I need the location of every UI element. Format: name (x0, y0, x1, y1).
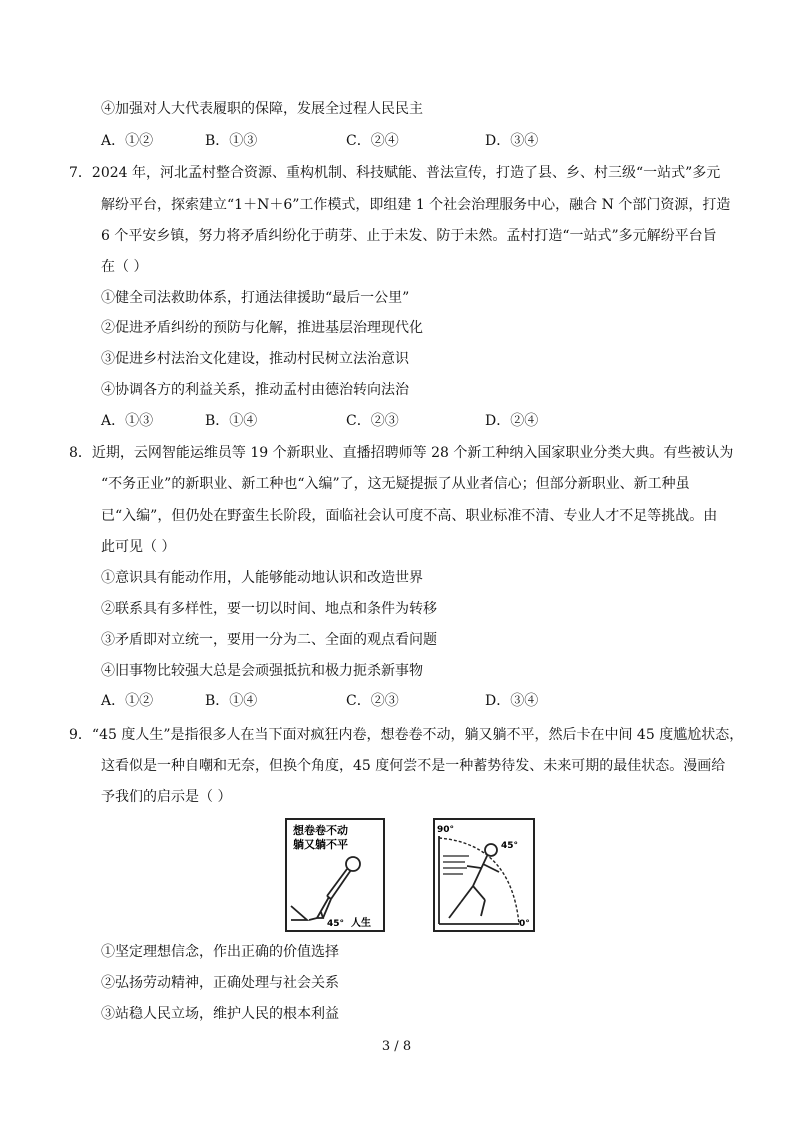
question-9-item-1: ①坚定理想信念，作出正确的价值选择 (101, 944, 339, 960)
question-7-stem: 解纷平台，探索建立“1＋N＋6”工作模式，即组建 1 个社会治理服务中心，融合 N 个部门资源，打造 (101, 197, 731, 213)
option-a: A．①③ (101, 413, 154, 429)
angle-mark-icon (291, 906, 307, 920)
option-a: A．①② (101, 693, 154, 709)
question-8-stem: 已“入编”，但仍处在野蛮生长阶段，面临社会认可度不高、职业标准不清、专业人才不足等挑战。由 (101, 508, 718, 524)
option-d: D．③④ (485, 693, 539, 709)
question-7-item-1: ①健全司法救助体系，打通法律援助“最后一公里” (101, 290, 410, 306)
option-b: B．①④ (205, 413, 258, 429)
page-number: 3 / 8 (381, 1039, 412, 1054)
option-c: C．②④ (346, 133, 399, 149)
comic-panel-right (433, 818, 535, 932)
question-8-options (101, 691, 661, 711)
comic-45-degree-label: 45° (501, 841, 519, 851)
question-7-options (101, 411, 661, 431)
comic-panel-left (285, 818, 385, 932)
running-person-icon (449, 844, 499, 918)
question-9-stem: 予我们的启示是（ ） (101, 789, 232, 805)
question-9-item-2: ②弘扬劳动精神，正确处理与社会关系 (101, 975, 339, 991)
question-8-stem: 此可见（ ） (101, 539, 176, 555)
question-9-item-3: ③站稳人民立场，维护人民的根本利益 (101, 1006, 339, 1022)
question-7-item-2: ②促进矛盾纠纷的预防与化解，推进基层治理现代化 (101, 320, 423, 336)
question-8-item-2: ②联系具有多样性，要一切以时间、地点和条件为转移 (101, 601, 437, 617)
question-9-stem: 这看似是一种自嘲和无奈，但换个角度，45 度何尝不是一种蓄势待发、未来可期的最佳状态。漫画给 (101, 758, 726, 774)
comic-angle-label: 45° (327, 919, 345, 929)
comic-90-degree-label: 90° (437, 825, 455, 835)
comic-0-degree-label: 0° (519, 919, 530, 929)
question-8-stem: 8．近期，云网智能运维员等 19 个新职业、直播招聘师等 28 个新工种纳入国家职业分类大典。有些被认为 (69, 445, 734, 461)
option-b: B．①④ (205, 693, 258, 709)
comic-figure-reclining-illustration (287, 820, 383, 930)
question-9-stem: 9．“45 度人生”是指很多人在当下面对疯狂内卷，想卷卷不动，躺又躺不平，然后卡在中间 45 度尴尬状态， (69, 727, 744, 743)
option-c: C．②③ (346, 413, 399, 429)
question-8-item-1: ①意识具有能动作用，人能够能动地认识和改造世界 (101, 570, 423, 586)
option-c: C．②③ (346, 693, 399, 709)
question-8-item-3: ③矛盾即对立统一，要用一分为二、全面的观点看问题 (101, 632, 437, 648)
option-a: A．①② (101, 133, 154, 149)
option-b: B．①③ (205, 133, 258, 149)
question-6-options (101, 131, 661, 151)
question-7-item-4: ④协调各方的利益关系，推动孟村由德治转向法治 (101, 382, 409, 398)
reclining-person-icon (309, 857, 360, 920)
comic-caption-2: 躺又躺不平 (293, 838, 348, 851)
question-7-item-3: ③促进乡村法治文化建设，推动村民树立法治意识 (101, 351, 409, 367)
comic-caption-1: 想卷卷不动 (293, 824, 348, 837)
question-7-stem: 在（ ） (101, 259, 148, 275)
comic-figure-running-illustration (435, 820, 533, 930)
question-8-stem: “不务正业”的新职业、新工种也“入编”了，这无疑提振了从业者信心；但部分新职业、新工种虽 (101, 476, 690, 492)
option-d: D．③④ (485, 133, 539, 149)
comic-life-label: 人生 (351, 918, 371, 929)
question-8-item-4: ④旧事物比较强大总是会顽强抵抗和极力扼杀新事物 (101, 663, 423, 679)
question-6-option-4: ④加强对人大代表履职的保障，发展全过程人民民主 (101, 101, 423, 117)
option-d: D．②④ (485, 413, 539, 429)
speed-lines-icon (443, 856, 469, 874)
question-7-stem: 7．2024 年，河北孟村整合资源、重构机制、科技赋能、普法宣传，打造了县、乡、村三级“一站式”多元 (69, 165, 721, 181)
question-7-stem: 6 个平安乡镇，努力将矛盾纠纷化于萌芽、止于未发、防于未然。孟村打造“一站式”多元解纷平台旨 (101, 228, 717, 244)
